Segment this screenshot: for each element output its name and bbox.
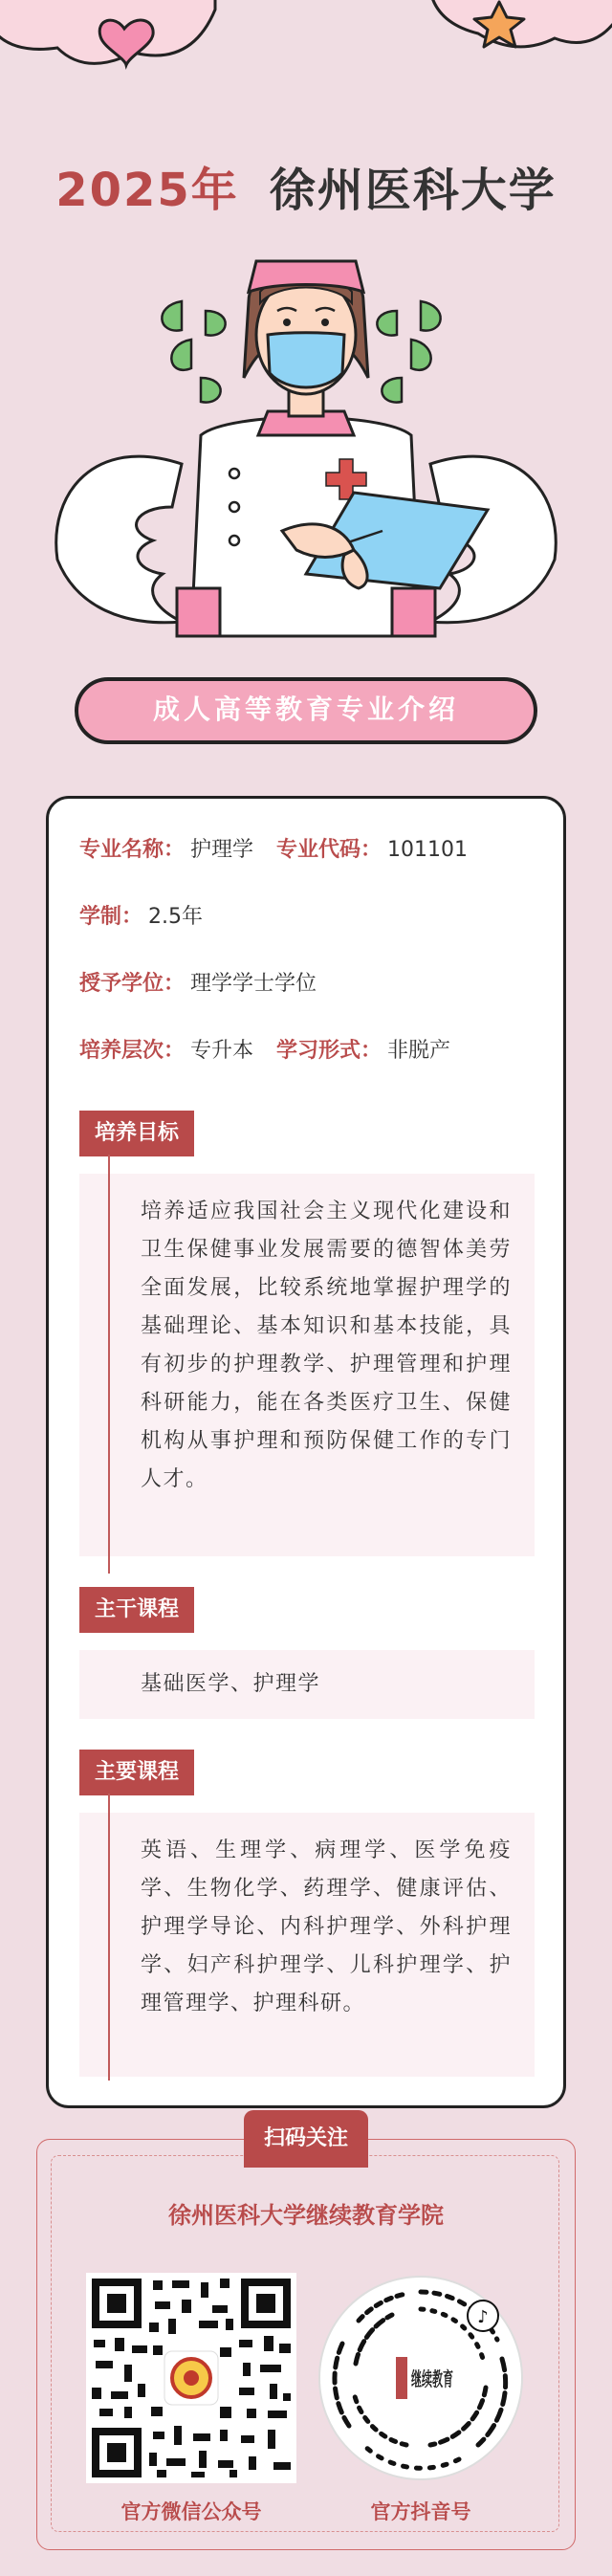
degree-label: 授予学位：	[79, 972, 186, 996]
duration-value: 2.5年	[148, 905, 204, 929]
face-mask	[268, 333, 344, 387]
degree-value: 理学学士学位	[190, 972, 317, 996]
college-name: 徐州医科大学继续教育学院	[168, 2202, 444, 2229]
major-label: 专业名称：	[79, 838, 186, 862]
nurse-angel-illustration	[38, 244, 574, 694]
douyin-logo-icon	[396, 2357, 407, 2399]
code-value: 101101	[387, 838, 469, 862]
major-value: 护理学	[190, 838, 254, 862]
form-label: 学习形式：	[276, 1039, 382, 1063]
douyin-label: 官方抖音号	[370, 2500, 471, 2523]
tiktok-note-icon: ♪	[477, 2307, 489, 2327]
douyin-code[interactable]	[316, 2273, 526, 2483]
cloud-heart-decoration	[0, 0, 230, 86]
goal-divider-line	[108, 1155, 110, 1574]
goal-text: 培养适应我国社会主义现代化建设和卫生保健事业发展需要的德智体美劳全面发展，比较系统地掌握护理学的基础理论、基本知识和基本技能，具有初步的护理教学、护理管理和护理科研能力，能在各类医疗卫生、保健机构从事护理和预防保健工作的专门人才。	[79, 1174, 535, 1556]
duration-label: 学制：	[79, 905, 143, 929]
level-label: 培养层次：	[79, 1039, 186, 1063]
intro-banner: 成人高等教育专业介绍	[75, 677, 537, 744]
douyin-logo-text: 继续教育	[411, 2367, 453, 2390]
main-divider-line	[108, 1794, 110, 2081]
duration-row	[79, 900, 203, 930]
main-courses-heading: 主要课程	[79, 1750, 194, 1795]
form-value: 非脱产	[387, 1039, 451, 1063]
left-wing	[56, 456, 182, 623]
major-row	[79, 833, 468, 863]
core-courses-text: 基础医学、护理学	[79, 1650, 535, 1719]
cloud-star-decoration	[411, 0, 612, 86]
goal-heading: 培养目标	[79, 1111, 194, 1156]
title-school: 徐州医科大学	[269, 164, 557, 217]
title-year: 2025年	[55, 164, 239, 217]
code-label: 专业代码：	[276, 838, 382, 862]
level-row	[79, 1034, 450, 1064]
main-courses-text: 英语、生理学、病理学、医学免疫学、生物化学、药理学、健康评估、护理学导论、内科护理学、外科护理学、妇产科护理学、儿科护理学、护理管理学、护理科研。	[79, 1813, 535, 2077]
scan-follow-tag: 扫码关注	[244, 2110, 368, 2168]
wechat-label: 官方微信公众号	[120, 2500, 262, 2523]
degree-row	[79, 967, 317, 997]
wechat-qr-code[interactable]	[86, 2273, 296, 2483]
major-info-card	[46, 796, 566, 2108]
page-title	[0, 153, 612, 219]
level-value: 专升本	[190, 1039, 254, 1063]
core-courses-heading: 主干课程	[79, 1587, 194, 1633]
